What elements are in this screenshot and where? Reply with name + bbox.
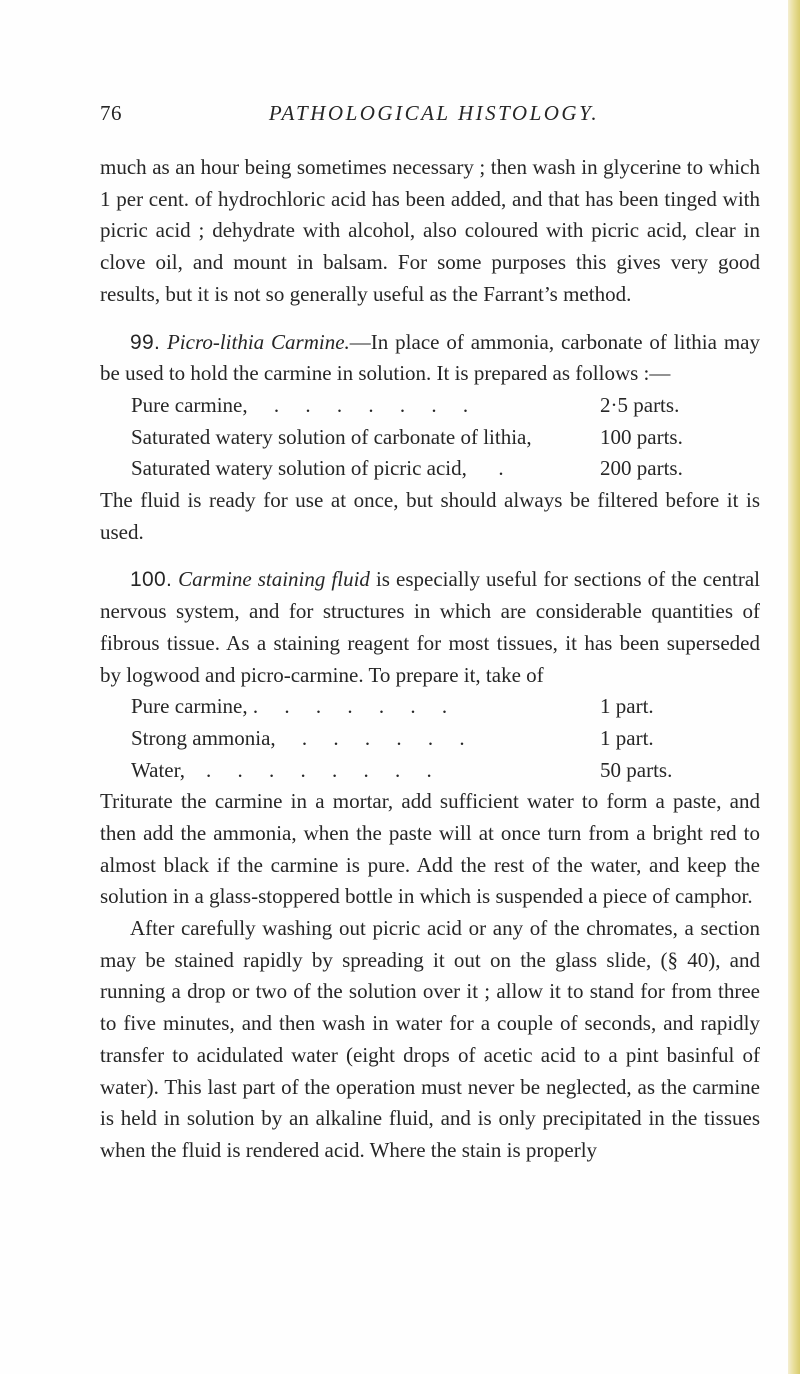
section-99-after: The fluid is ready for use at once, but should always be filtered before it is used.	[100, 487, 760, 544]
section-text: —In place of ammonia, carbonate of lithia may be used to hold the carmine in solution. It is prepared as follows :—	[100, 329, 760, 386]
section-title: Carmine staining fluid	[178, 567, 370, 592]
ingredient-quantity: 100 parts.	[600, 424, 683, 449]
recipe-list	[100, 691, 760, 786]
ingredient-name: Saturated watery solution of picric acid, .	[131, 456, 504, 481]
section-text: is especially useful for sections of the central nervous system, and for structures in which are considerable quantities of fibrous tissue. As a staining reagent for most tissues, it has been superseded by logwood and picro-carmine. To prepare it, take of	[100, 567, 761, 687]
ingredient-quantity: 1 part.	[600, 694, 654, 719]
recipe-item	[100, 691, 760, 723]
recipe-item	[100, 422, 760, 454]
recipe-item	[100, 723, 760, 755]
section-100-final: After carefully washing out picric acid or any of the chromates, a section may be stained rapidly by spreading it out on the glass slide, (§ 40), and running a drop or two of the solution over it ; allow it to stand for from three to five minutes, and then wash in water for a couple of seconds, and rapidly transfer to acidulated water (eight drops of acetic acid to a pint basinful of water). This last part of the operation must never be neglected, as the carmine is held in solution by an alkaline fluid, and is only precipitated in the tissues when the fluid is rendered acid. Where the stain is properly	[100, 916, 760, 1162]
ingredient-name: Saturated watery solution of carbonate of lithia,	[131, 424, 532, 449]
ingredient-quantity: 2·5 parts.	[600, 392, 680, 417]
ingredient-quantity: 200 parts.	[600, 456, 683, 481]
section-number: 99.	[130, 330, 161, 354]
ingredient-quantity: 50 parts.	[600, 757, 673, 782]
recipe-list	[100, 390, 760, 485]
body-text	[100, 152, 760, 1167]
section-title: Picro-lithia Carmine.	[166, 329, 350, 354]
ingredient-quantity: 1 part.	[600, 725, 654, 750]
section-100-after: Triturate the carmine in a mortar, add sufficient water to form a paste, and then add the ammonia, when the paste will at once turn from a bright red to almost black if the carmine is pure. Add the rest of the water, and keep the solution in a glass-stoppered bottle in which is suspended a piece of camphor.	[100, 789, 760, 909]
section-number: 100.	[130, 568, 173, 592]
section-100-intro	[100, 564, 760, 691]
recipe-item	[100, 390, 760, 422]
ingredient-name: Pure carmine, . . . . . . .	[131, 694, 448, 719]
ingredient-name: Water, . . . . . . . .	[131, 757, 432, 782]
recipe-item	[100, 453, 760, 485]
recipe-item	[100, 755, 760, 787]
page-number: 76	[100, 101, 122, 125]
running-title: PATHOLOGICAL HISTOLOGY.	[268, 101, 600, 125]
ingredient-name: Strong ammonia, . . . . . .	[131, 725, 465, 750]
page-edge	[788, 0, 800, 1374]
section-99-intro	[100, 327, 760, 390]
ingredient-name: Pure carmine, . . . . . . .	[131, 392, 469, 417]
paragraph-continuation: much as an hour being sometimes necessary ; then wash in glycerine to which 1 per cent. of hydrochloric acid has been added, and that has been tinged with picric acid ; dehydrate with alcohol, also coloured with picric acid, clear in clove oil, and mount in balsam. For some purposes this gives very good results, but it is not so generally useful as the Farrant’s method.	[100, 155, 760, 306]
page-header	[100, 101, 760, 131]
